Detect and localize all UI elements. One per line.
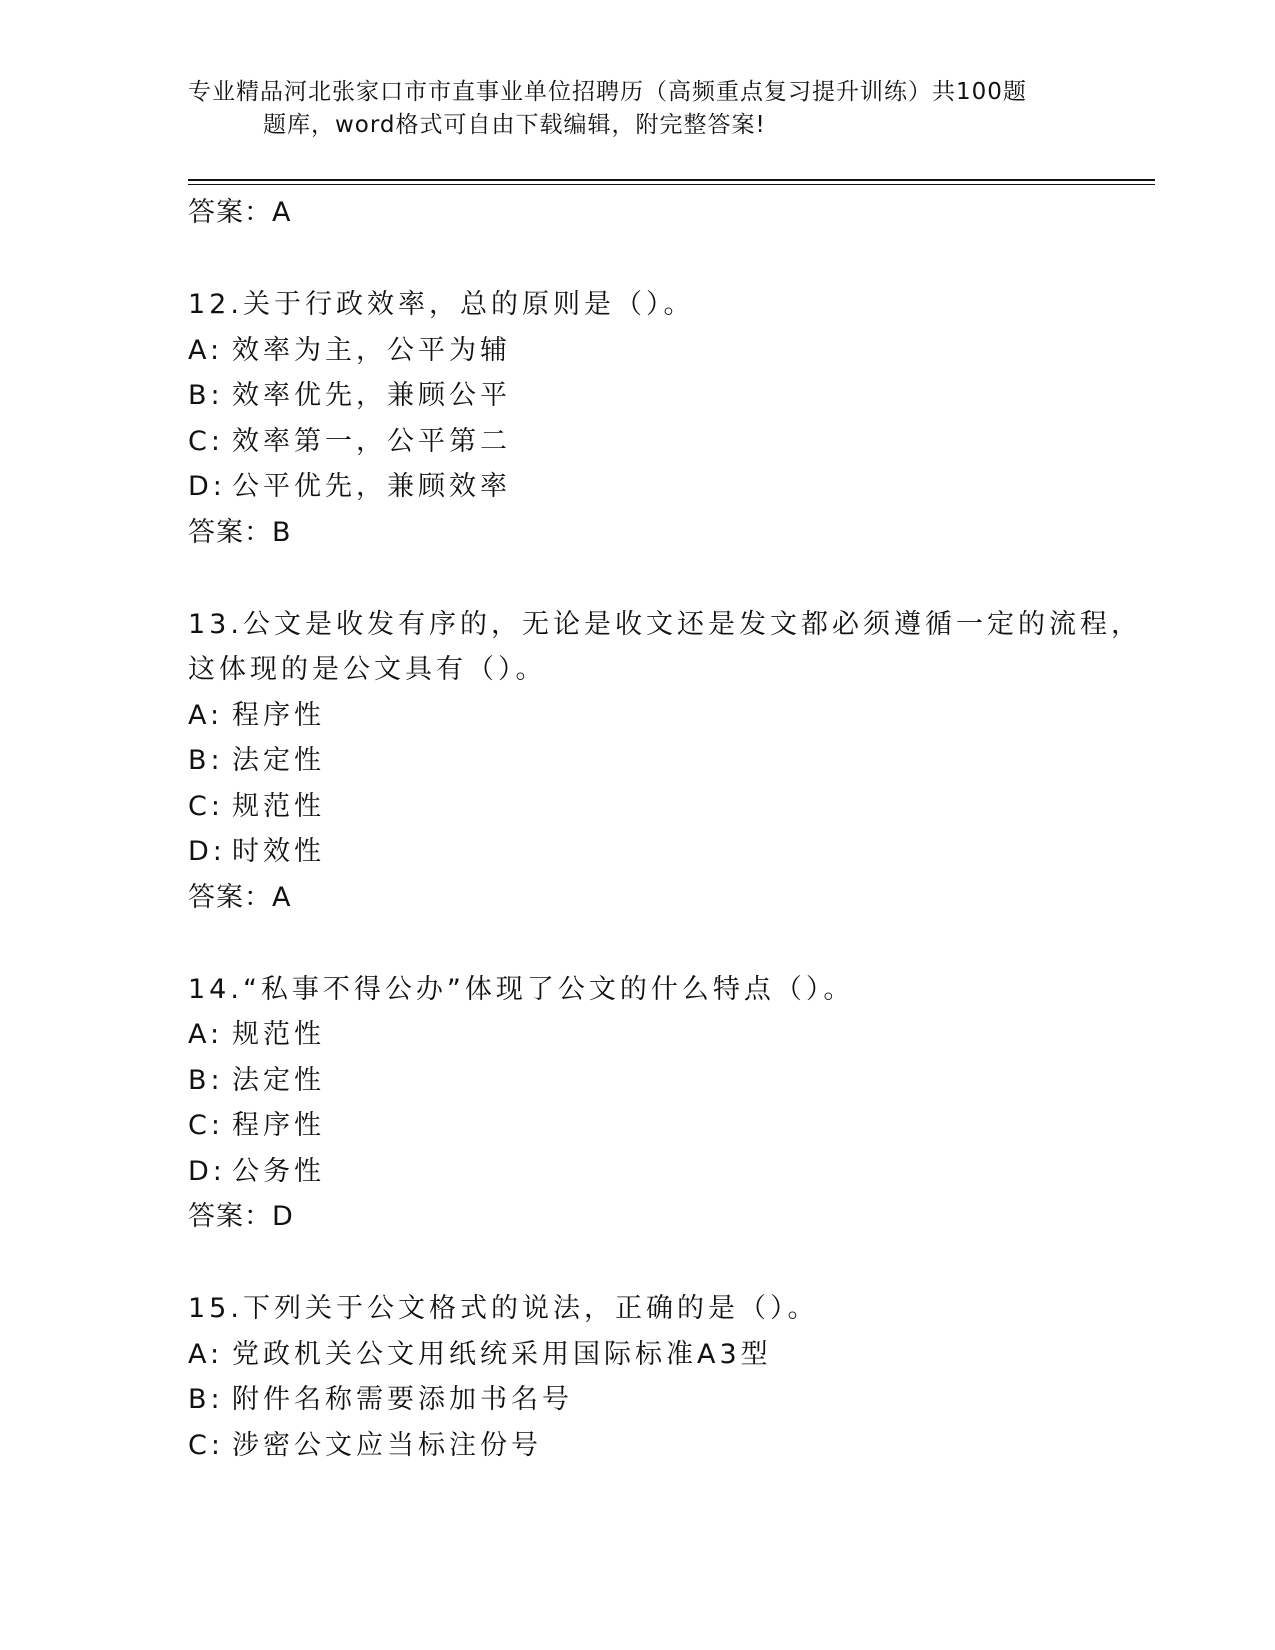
option-letter: B: [188,745,224,776]
question-list [188,190,1142,1468]
option-letter: A: [188,1019,224,1050]
question-text: 这体现的是公文具有（）。 [188,654,547,685]
option-letter: A: [188,1338,224,1370]
header-divider-thick [188,179,1155,181]
option-letter: B: [188,380,224,411]
answer-line: 答案：A [188,881,292,913]
header-title-line-1: 专业精品河北张家口市市直事业单位招聘历（高频重点复习提升训练）共100题 [188,79,1027,105]
answer-option [188,464,1088,510]
option-letter: A: [188,699,224,731]
answer-option [188,1377,1088,1423]
question-text: 14.“私事不得公办”体现了公文的什么特点（）。 [188,973,855,1005]
option-letter: C: [188,1429,224,1461]
answer-line: 答案：D [188,1201,294,1232]
option-text: 效率第一，公平第二 [232,425,511,457]
question-text: 15.下列关于公文格式的说法，正确的是（）。 [188,1293,819,1324]
option-text: 附件名称需要添加书名号 [232,1384,573,1415]
header-divider-thin [188,184,1155,185]
question-spacer [188,1240,1088,1286]
answer-option [188,1012,1088,1058]
option-letter: D: [188,1155,226,1187]
option-text: 效率优先，兼顾公平 [232,380,511,411]
option-text: 公平优先，兼顾效率 [232,471,511,502]
option-text: 涉密公文应当标注份号 [232,1429,542,1461]
option-letter: B: [188,1384,224,1415]
question-spacer [188,921,1088,967]
answer-option [188,1332,1088,1378]
question-text: 12.关于行政效率，总的原则是（）。 [188,289,695,320]
question-text: 13.公文是收发有序的，无论是收文还是发文都必须遵循一定的流程， [188,608,1142,640]
answer-option [188,693,1088,739]
option-text: 公务性 [232,1155,325,1187]
answer-line: 答案：B [188,516,292,548]
option-letter: C: [188,1110,224,1141]
option-text: 效率为主，公平为辅 [232,334,511,366]
answer-option [188,1058,1088,1104]
option-letter: D: [188,471,226,502]
answer-option [188,419,1088,465]
answer-option [188,738,1088,784]
option-text: 规范性 [232,1019,325,1050]
option-letter: A: [188,334,224,366]
header-title-line-2: 题库，word格式可自由下载编辑，附完整答案! [263,112,766,138]
answer-option [188,373,1088,419]
answer-line: 答案：A [188,197,292,228]
option-letter: D: [188,836,226,867]
question-block [188,602,1142,921]
option-text: 程序性 [232,699,325,731]
option-letter: C: [188,790,224,822]
answer-option [188,1423,1088,1469]
question-spacer [188,236,1088,282]
option-text: 规范性 [232,790,325,822]
answer-option [188,784,1088,830]
document-header [188,76,1088,142]
answer-option [188,1149,1088,1195]
option-text: 程序性 [232,1110,325,1141]
option-letter: B: [188,1064,224,1096]
option-letter: C: [188,425,224,457]
answer-option [188,328,1088,374]
answer-option [188,1103,1088,1149]
option-text: 党政机关公文用纸统采用国际标准A3型 [232,1338,772,1370]
answer-option [188,829,1088,875]
question-spacer [188,556,1088,602]
option-text: 法定性 [232,1064,325,1096]
question-block [188,282,1088,556]
option-text: 时效性 [232,836,325,867]
question-block [188,1286,1088,1468]
option-text: 法定性 [232,745,325,776]
question-block [188,967,1088,1241]
